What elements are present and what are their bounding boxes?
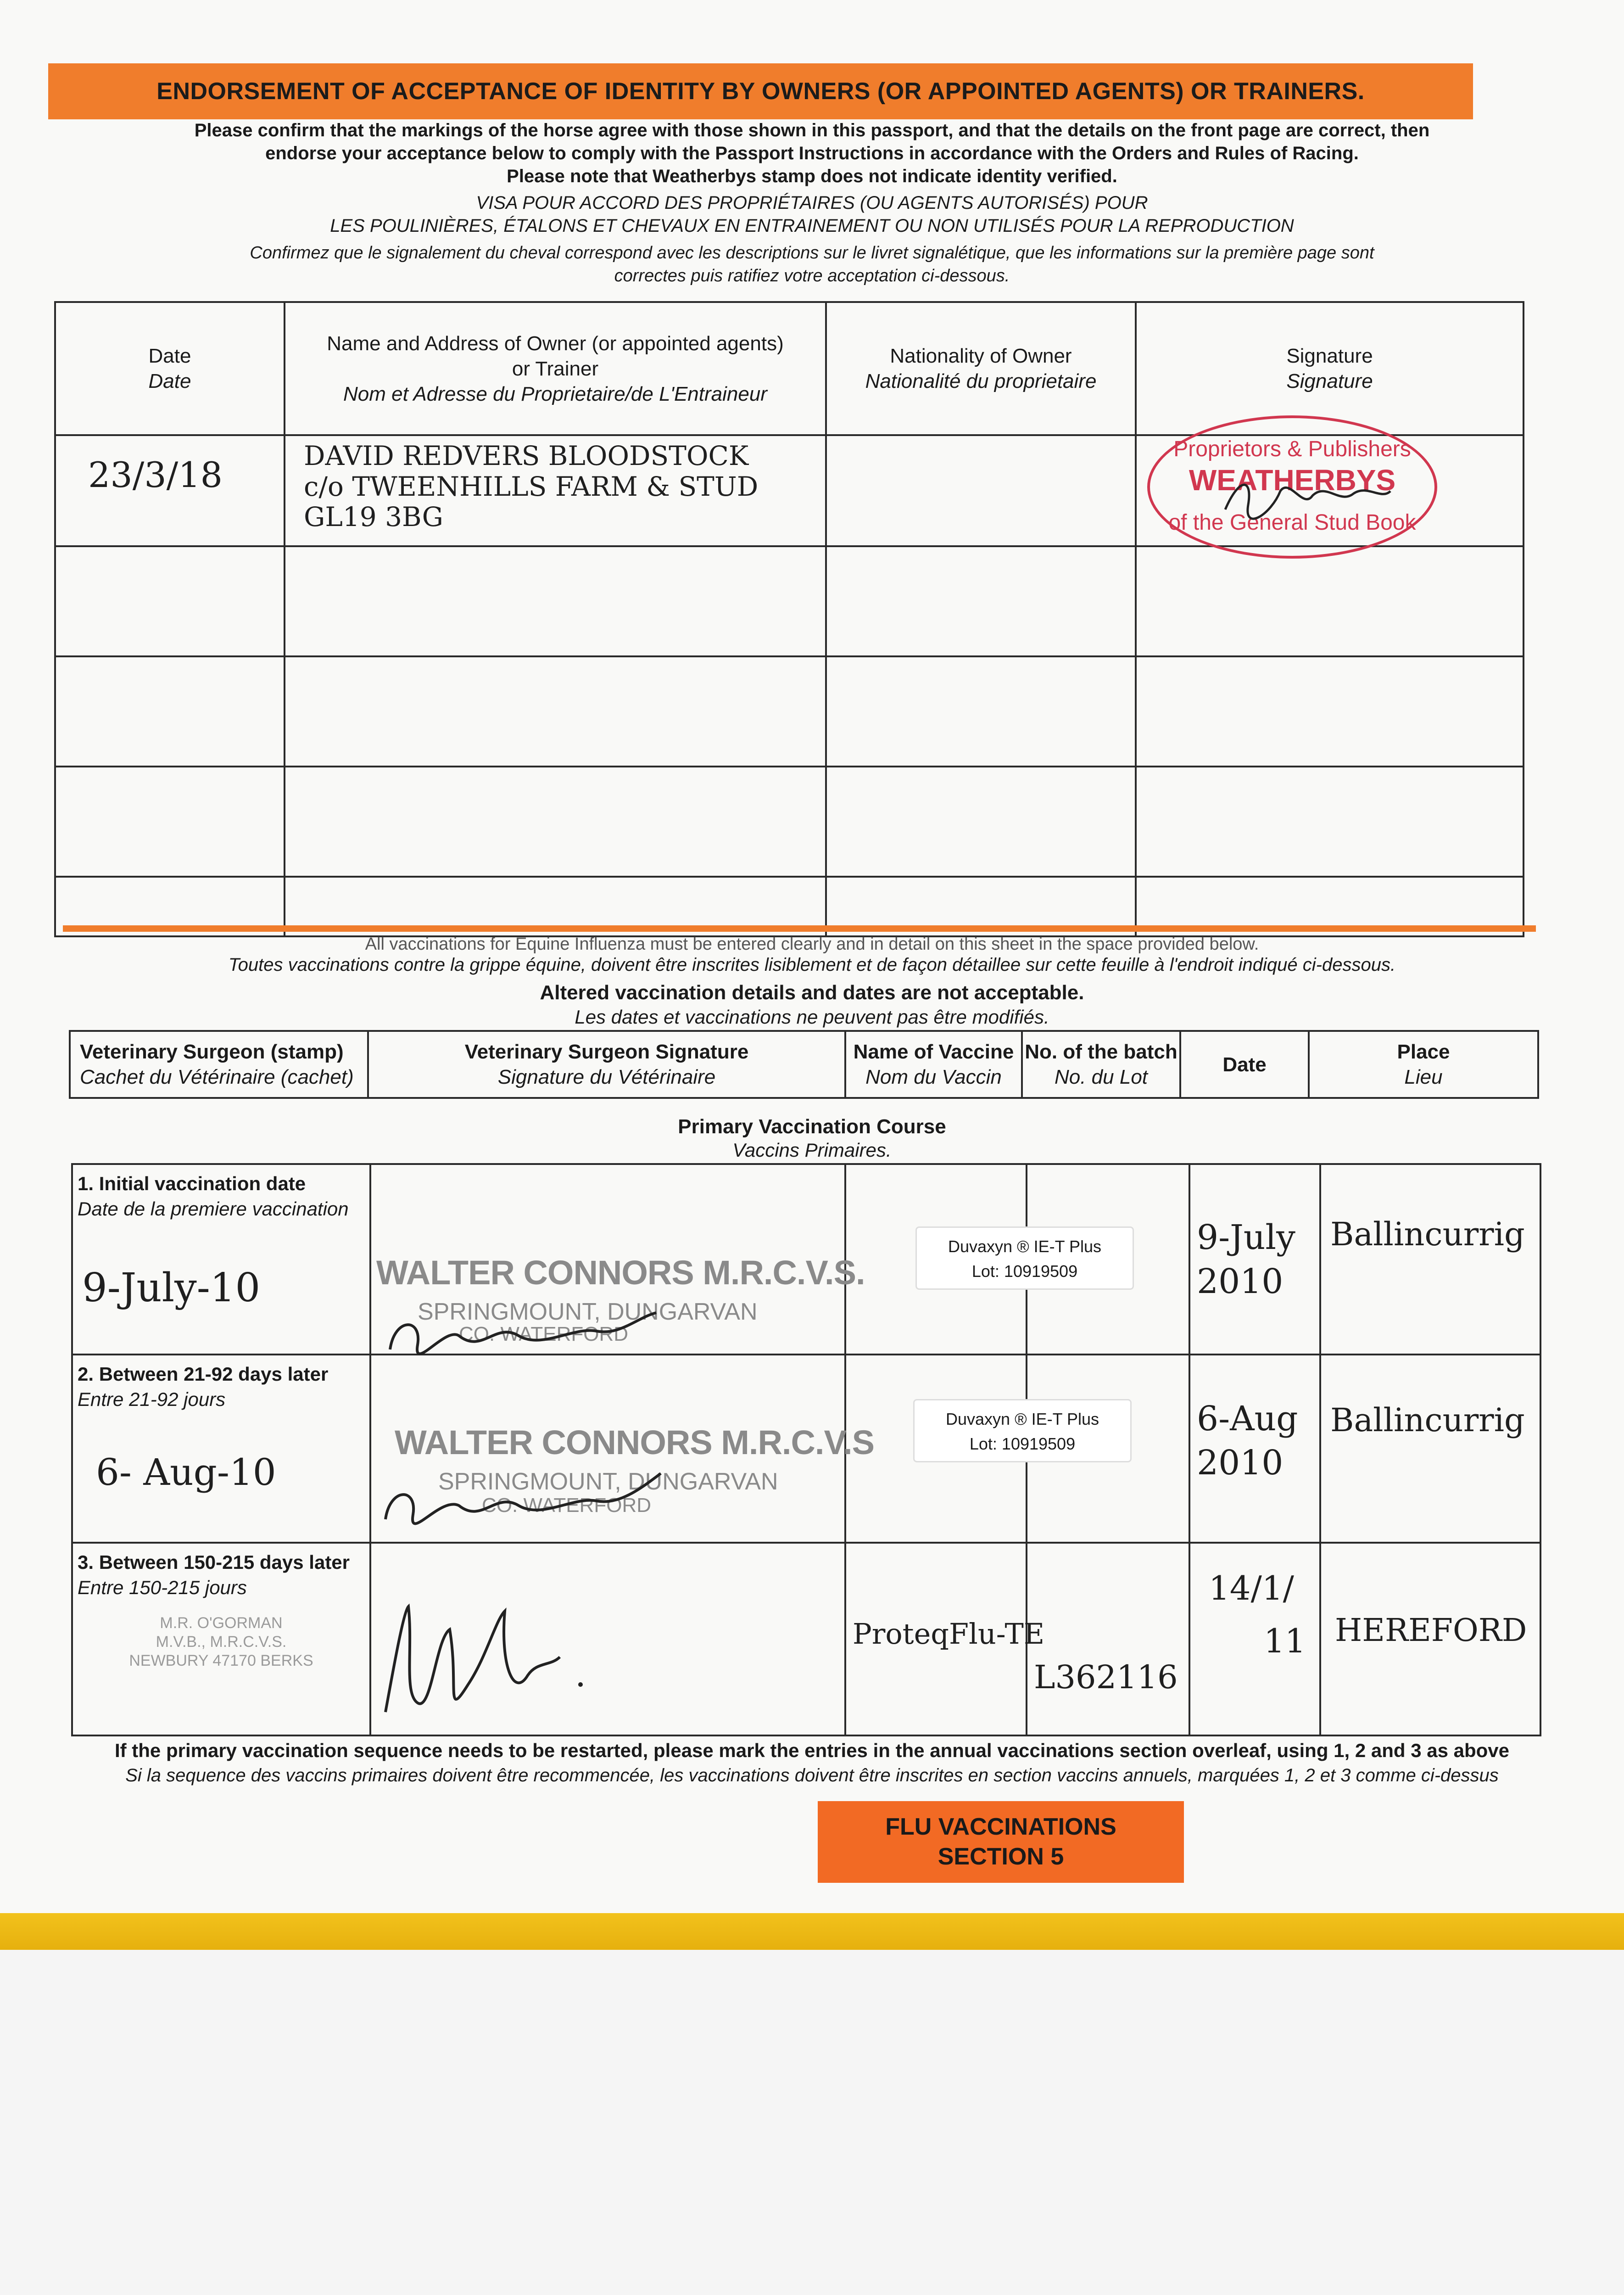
- vacc-intro-1: All vaccinations for Equine Influenza must be entered clearly and in detail on this sheet in the space provided below.: [365, 935, 1259, 954]
- row2-vet-stamp-name: WALTER CONNORS M.R.C.V.S: [395, 1423, 874, 1461]
- row2-sticker-lot: Lot: 10919509: [969, 1434, 1076, 1453]
- instruction-line-2: endorse your acceptance below to comply with the Passport Instructions in accordance with the Orders and Rules of Racing.: [265, 143, 1359, 163]
- row1-sticker-vaccine: Duvaxyn ® IE-T Plus: [948, 1237, 1101, 1256]
- row1-date-day: 9-July: [1197, 1218, 1295, 1257]
- header-vaccine-name: [845, 1031, 1022, 1098]
- owners-header-signature: [1136, 302, 1524, 435]
- vacc-intro-2: Toutes vaccinations contre la grippe équine, doivent être inscrites lisiblement et de façon détaillee sur cette feuille à l'endroit indiqué ci-dessous.: [228, 955, 1396, 975]
- header-nationality-label: Nationality of Owner: [890, 345, 1072, 367]
- owners-row-3: [55, 656, 1524, 767]
- row1-date-cell: [1189, 1164, 1320, 1355]
- owner-name-cell: [285, 435, 826, 546]
- stamp-main-text: WEATHERBYS: [1189, 464, 1396, 497]
- header-date-text: Date: [1222, 1053, 1267, 1076]
- owners-header-nationality: [826, 302, 1136, 435]
- vaccination-divider: [63, 925, 1536, 932]
- row3-label-fr: Entre 150-215 jours: [78, 1576, 247, 1598]
- row1-label: 1. Initial vaccination date: [78, 1173, 306, 1194]
- header-batch-label: No. of the batch: [1025, 1041, 1178, 1063]
- row3-date-day: 14/1/: [1209, 1569, 1294, 1607]
- row1-handwritten-date: 9-July-10: [82, 1265, 261, 1311]
- row3-label: 3. Between 150-215 days later: [78, 1551, 350, 1573]
- header-date: [1180, 1031, 1309, 1098]
- header-name-label: Name and Address of Owner (or appointed agents): [327, 332, 784, 355]
- header-signature-label-fr: Signature: [1286, 370, 1373, 392]
- header-vet-stamp-label: Veterinary Surgeon (stamp): [80, 1041, 344, 1063]
- row3-batch-number: L362116: [1034, 1658, 1178, 1696]
- header-vet-stamp: [70, 1031, 368, 1098]
- row2-vaccine-sticker: [913, 1399, 1132, 1462]
- row2-label: 2. Between 21-92 days later: [78, 1363, 329, 1385]
- owners-table: [54, 301, 1524, 937]
- row3-vet-signature: [376, 1593, 615, 1730]
- stamp-top-text: Proprietors & Publishers: [1173, 437, 1411, 461]
- header-nationality-label-fr: Nationalité du proprietaire: [865, 370, 1097, 392]
- row1-vet-signature: [381, 1299, 665, 1363]
- owner-date-cell: [55, 435, 285, 546]
- primary-course-title: Primary Vaccination Course: [678, 1115, 946, 1138]
- section-label-line-1: FLU VACCINATIONS: [885, 1814, 1116, 1840]
- header-batch-label-fr: No. du Lot: [1054, 1066, 1148, 1088]
- endorsement-title-bar: [48, 63, 1473, 119]
- row3-vet-stamp-line-1: M.R. O'GORMAN: [160, 1614, 283, 1632]
- header-vaccine-label-fr: Nom du Vaccin: [865, 1066, 1002, 1088]
- row2-label-cell: [72, 1355, 370, 1543]
- row3-date-year: 11: [1264, 1622, 1306, 1661]
- restart-note-fr: Si la sequence des vaccins primaires doivent être recommencée, les vaccinations doivent être inscrites en section vaccins annuels, marquées 1, 2 et 3 comme ci-dessus: [125, 1765, 1499, 1786]
- scan-background: [0, 1950, 1624, 2295]
- row1-vet-stamp-name: WALTER CONNORS M.R.C.V.S.: [376, 1254, 865, 1292]
- owners-header-date: [55, 302, 285, 435]
- stamp-bottom-text: of the General Stud Book: [1168, 510, 1416, 535]
- row2-date-cell: [1189, 1355, 1320, 1543]
- section-label-box: [818, 1801, 1184, 1883]
- header-place-label-fr: Lieu: [1404, 1066, 1443, 1088]
- header-vet-signature-label: Veterinary Surgeon Signature: [464, 1041, 749, 1063]
- primary-course-title-fr: Vaccins Primaires.: [732, 1139, 892, 1161]
- header-vet-signature: [368, 1031, 845, 1098]
- row3-place-cell: [1320, 1543, 1540, 1735]
- owners-header-name: [285, 302, 826, 435]
- header-batch: [1022, 1031, 1180, 1098]
- row3-vet-stamp-line-3: NEWBURY 47170 BERKS: [129, 1651, 313, 1669]
- vacc-intro-4: Les dates et vaccinations ne peuvent pas être modifiés.: [575, 1006, 1049, 1028]
- row2-vet-signature: [376, 1464, 670, 1533]
- header-name-label-2: or Trainer: [512, 357, 599, 380]
- row1-vet-stamp-county: CO. WATERFORD: [459, 1323, 629, 1345]
- row3-batch-cell: [1027, 1543, 1189, 1735]
- instruction-line-3: Please note that Weatherbys stamp does not indicate identity verified.: [507, 166, 1117, 186]
- row2-vet-stamp-address: SPRINGMOUNT, DUNGARVAN: [438, 1468, 778, 1495]
- row1-label-fr: Date de la premiere vaccination: [78, 1198, 349, 1220]
- row3-vet-stamp: [78, 1614, 365, 1670]
- owner-nationality-cell: [826, 435, 1136, 546]
- header-date-label-fr: Date: [148, 370, 191, 392]
- row2-place: Ballincurrig: [1330, 1401, 1525, 1439]
- row2-date-year: 2010: [1197, 1443, 1284, 1483]
- row1-place: Ballincurrig: [1330, 1215, 1525, 1253]
- section-label-line-2: SECTION 5: [938, 1843, 1064, 1870]
- header-vet-signature-label-fr: Signature du Vétérinaire: [497, 1066, 716, 1088]
- passport-cover-edge: [0, 1913, 1624, 1950]
- vacc-intro-3: Altered vaccination details and dates are not acceptable.: [540, 981, 1084, 1004]
- french-heading-2: LES POULINIÈRES, ÉTALONS ET CHEVAUX EN ENTRAINEMENT OU NON UTILISÉS POUR LA REPRODUCTION: [330, 216, 1294, 236]
- owner-name-line-3: GL19 3BG: [304, 501, 444, 533]
- owner-date: 23/3/18: [88, 454, 223, 495]
- header-signature-label: Signature: [1286, 345, 1373, 367]
- row1-sticker-lot: Lot: 10919509: [971, 1262, 1078, 1281]
- primary-row-3: [72, 1543, 1540, 1735]
- header-place-label: Place: [1397, 1041, 1450, 1063]
- owner-signature-scribble: [1221, 473, 1395, 523]
- header-name-label-fr: Nom et Adresse du Proprietaire/de L'Entraineur: [343, 382, 767, 405]
- french-instruction-1: Confirmez que le signalement du cheval correspond avec les descriptions sur le livret signalétique, que les informations sur la première page sont: [250, 243, 1374, 263]
- row3-date-cell: [1189, 1543, 1320, 1735]
- row3-vaccine-cell: [845, 1543, 1045, 1735]
- row1-date-year: 2010: [1197, 1262, 1284, 1302]
- row3-vaccine-name: ProteqFlu-TE: [853, 1617, 1045, 1651]
- vaccination-header-table: [69, 1030, 1539, 1099]
- restart-note: If the primary vaccination sequence needs to be restarted, please mark the entries in the annual vaccinations section overleaf, using 1, 2 and 3 as above: [114, 1740, 1510, 1761]
- row3-label-cell: [72, 1543, 370, 1735]
- row1-vaccine-sticker: [915, 1226, 1134, 1290]
- owner-name-line-1: DAVID REDVERS BLOODSTOCK: [304, 440, 749, 471]
- row2-sticker-vaccine: Duvaxyn ® IE-T Plus: [946, 1410, 1099, 1428]
- row2-place-cell: [1320, 1355, 1540, 1543]
- instruction-line-1: Please confirm that the markings of the horse agree with those shown in this passport, and that the details on the front page are correct, then: [194, 120, 1430, 140]
- owner-name-line-2: c/o TWEENHILLS FARM & STUD: [304, 470, 759, 502]
- row2-handwritten-date: 6- Aug-10: [96, 1451, 276, 1494]
- french-instruction-2: correctes puis ratifiez votre acceptation ci-dessous.: [614, 266, 1010, 285]
- endorsement-title: ENDORSEMENT OF ACCEPTANCE OF IDENTITY BY OWNERS (OR APPOINTED AGENTS) OR TRAINERS.: [156, 78, 1365, 105]
- row1-label-cell: [72, 1164, 370, 1355]
- header-vet-stamp-label-fr: Cachet du Vétérinaire (cachet): [80, 1066, 354, 1088]
- header-vaccine-label: Name of Vaccine: [853, 1041, 1014, 1063]
- owners-row-2: [55, 546, 1524, 656]
- row2-vet-stamp-county: CO. WATERFORD: [482, 1494, 652, 1517]
- row3-vet-stamp-line-2: M.V.B., M.R.C.V.S.: [156, 1633, 287, 1651]
- header-place: [1309, 1031, 1538, 1098]
- row2-date-day: 6-Aug: [1197, 1399, 1298, 1439]
- row3-place: HEREFORD: [1335, 1612, 1527, 1649]
- header-date-label: Date: [148, 345, 191, 367]
- row1-vet-stamp-address: SPRINGMOUNT, DUNGARVAN: [418, 1299, 758, 1325]
- french-heading-1: VISA POUR ACCORD DES PROPRIÉTAIRES (OU AGENTS AUTORISÉS) POUR: [476, 193, 1148, 213]
- row1-place-cell: [1320, 1164, 1540, 1355]
- row2-label-fr: Entre 21-92 jours: [78, 1388, 226, 1410]
- owners-row-4: [55, 767, 1524, 877]
